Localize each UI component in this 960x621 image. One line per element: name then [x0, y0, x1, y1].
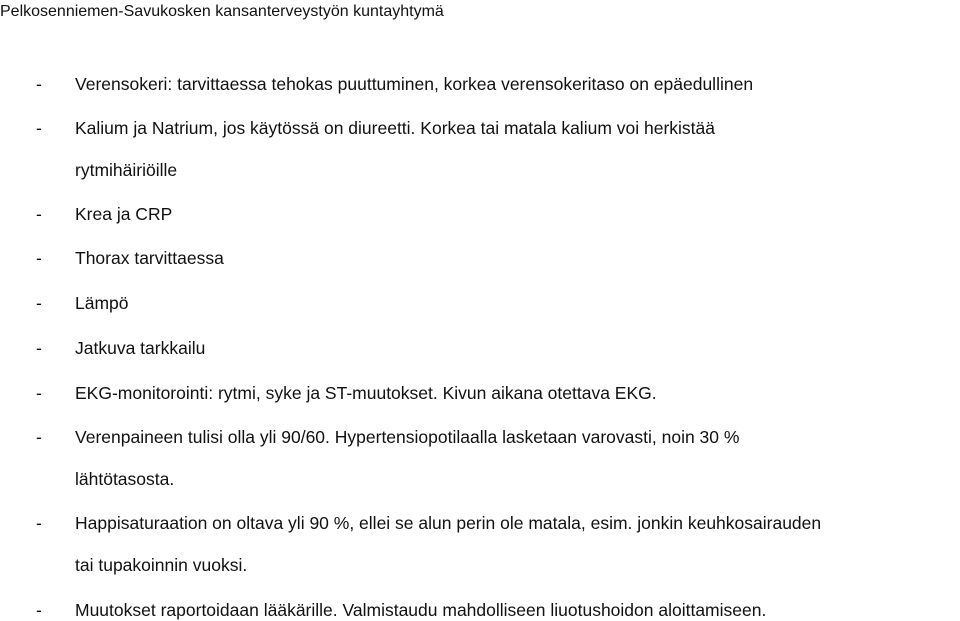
list-item-text: rytmihäiriöille	[75, 160, 178, 180]
list-item-text: EKG-monitorointi: rytmi, syke ja ST-muutokset. Kivun aikana otettava EKG.	[75, 383, 657, 403]
list-marker: -	[36, 118, 42, 138]
list-item-text: Lämpö	[75, 293, 129, 313]
list-marker: -	[36, 513, 42, 533]
list-item-text: lähtötasosta.	[75, 469, 175, 489]
list-item-text: Jatkuva tarkkailu	[75, 338, 206, 358]
list-marker: -	[36, 600, 42, 620]
list-marker: -	[36, 74, 42, 94]
list-item-text: Happisaturaation on oltava yli 90 %, ellei se alun perin ole matala, esim. jonkin keuhkosairauden	[75, 513, 822, 533]
document-header: Pelkosenniemen-Savukosken kansanterveystyön kuntayhtymä	[0, 3, 444, 20]
list-marker: -	[36, 427, 42, 447]
list-item-text: Kalium ja Natrium, jos käytössä on diureetti. Korkea tai matala kalium voi herkistää	[75, 118, 715, 138]
list-item-text: Thorax tarvittaessa	[75, 248, 224, 268]
list-marker: -	[36, 383, 42, 403]
list-item-text: Verenpaineen tulisi olla yli 90/60. Hypertensiopotilaalla lasketaan varovasti, noin 30 %	[75, 427, 740, 447]
list-item-text: Krea ja CRP	[75, 204, 173, 224]
list-marker: -	[36, 204, 42, 224]
list-item-text: Muutokset raportoidaan lääkärille. Valmistaudu mahdolliseen liuotushoidon aloittamiseen.	[75, 600, 767, 620]
list-item-text: Verensokeri: tarvittaessa tehokas puuttuminen, korkea verensokeritaso on epäedullinen	[75, 74, 754, 94]
list-marker: -	[36, 338, 42, 358]
list-marker: -	[36, 293, 42, 313]
list-item-text: tai tupakoinnin vuoksi.	[75, 555, 248, 575]
list-marker: -	[36, 248, 42, 268]
